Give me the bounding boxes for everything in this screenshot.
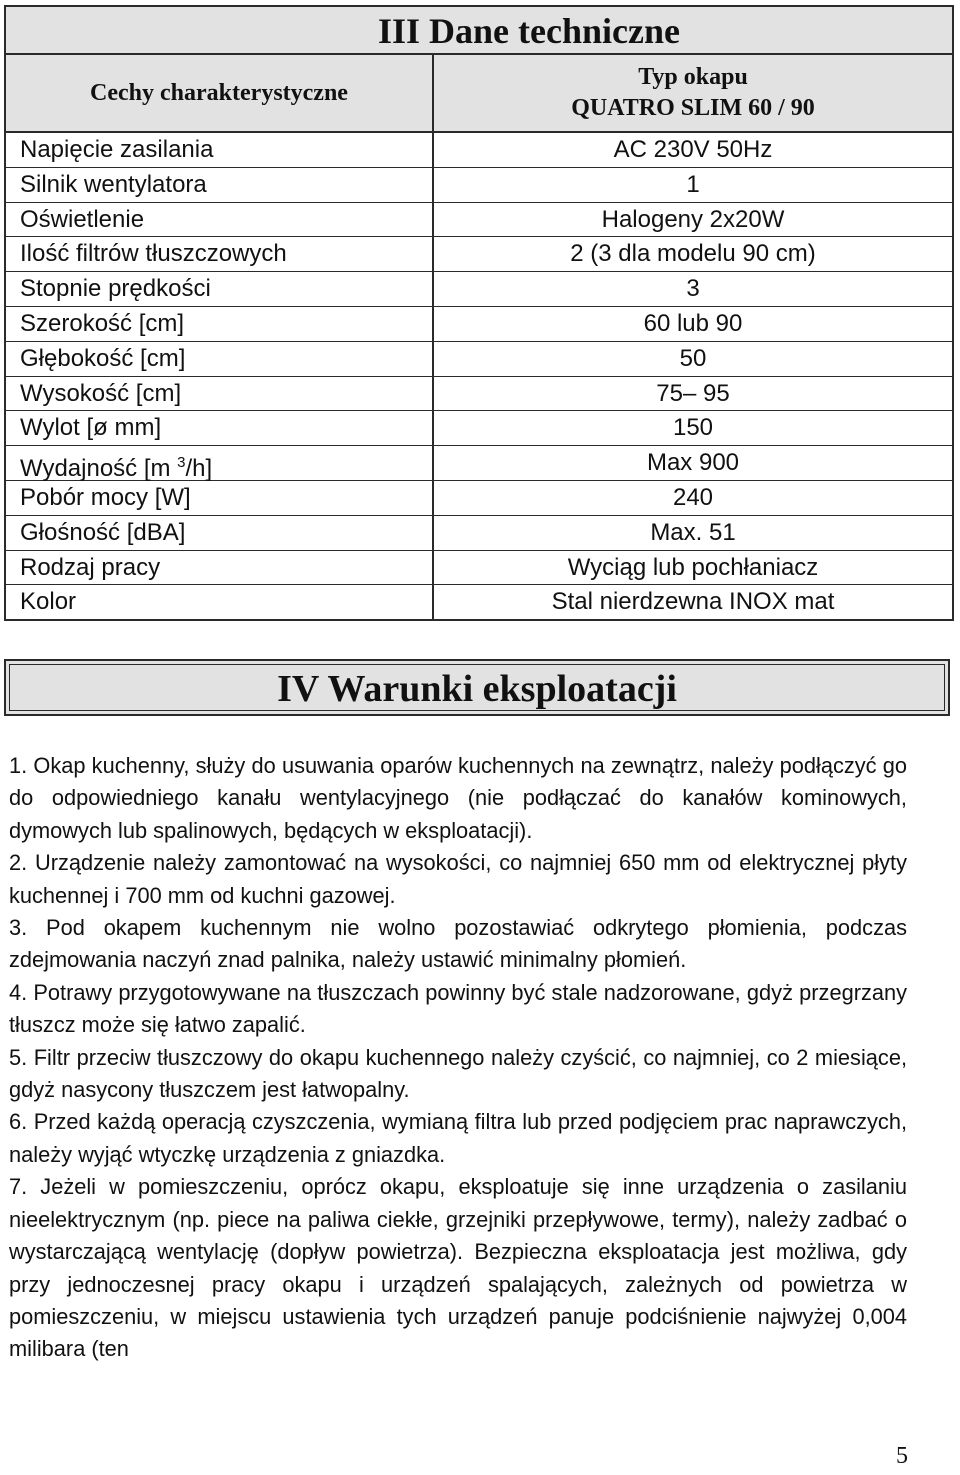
- row-label-pre: Wydajność [m: [20, 455, 178, 483]
- section-title-operating-conditions: IV Warunki eksploatacji: [9, 664, 945, 711]
- row-value: Max 900: [646, 449, 740, 477]
- row-label-superscript: 3: [177, 454, 186, 472]
- row-value: 60 lub 90: [643, 309, 743, 337]
- row-value: Stal nierdzewna INOX mat: [551, 588, 835, 616]
- row-label: Głębokość [cm]: [6, 342, 434, 376]
- row-value: 150: [672, 414, 714, 442]
- paragraph: 6. Przed każdą operacją czyszczenia, wymianą filtra lub przed podjęciem prac naprawczych, należy wyjąć wtyczkę urządzenia z gniazdka.: [9, 1109, 907, 1167]
- page-number: 5: [896, 1443, 908, 1469]
- column-header-model: [434, 55, 952, 131]
- row-value: 240: [672, 483, 714, 511]
- row-value: 2 (3 dla modelu 90 cm): [570, 240, 816, 268]
- row-label: Rodzaj pracy: [6, 551, 434, 585]
- table-row: [6, 480, 952, 515]
- section-heading-box: [4, 659, 950, 716]
- row-value: Max. 51: [650, 518, 736, 546]
- row-label: Stopnie prędkości: [6, 272, 434, 306]
- table-row: [6, 341, 952, 376]
- paragraph: 4. Potrawy przygotowywane na tłuszczach powinny być stale nadzorowane, gdyż przegrzany tłuszcz może się łatwo zapalić.: [9, 979, 907, 1038]
- table-row: [6, 376, 952, 411]
- table-row: [6, 306, 952, 341]
- row-label-post: /h]: [185, 455, 213, 483]
- row-label: Wysokość [cm]: [6, 377, 434, 411]
- column-header-model-line1: Typ okapu: [638, 64, 748, 90]
- paragraph: 7. Jeżeli w pomieszczeniu, oprócz okapu, eksploatuje się inne urządzenia o zasilaniu nieelektrycznym (np. piece na paliwa ciekłe, grzejniki przepływowe, termy), należy zadbać o wystarczającą wentylację (dopływ powietrza). Bezpieczna eksploatacja jest możliwa, gdy przy jednoczesnej pracy okapu i urządzeń spalających, zależnych od powietrza w pomieszczeniu, w miejscu ustawienia tych urządzeń panuje podciśnienie najwyżej 0,004 milibara (ten: [9, 1174, 907, 1362]
- row-label: [6, 446, 434, 483]
- row-label: Oświetlenie: [6, 203, 434, 237]
- row-label: Szerokość [cm]: [6, 307, 434, 341]
- row-value: 3: [686, 275, 700, 303]
- paragraph: 2. Urządzenie należy zamontować na wysokości, co najmniej 650 mm od elektrycznej płyty kuchennej i 700 mm od kuchni gazowej.: [9, 850, 907, 908]
- row-value: 50: [679, 344, 707, 372]
- row-label: Głośność [dBA]: [6, 516, 434, 550]
- table-row: [6, 271, 952, 306]
- table-row: [6, 202, 952, 237]
- row-value: 1: [686, 170, 700, 198]
- table-row: [6, 133, 952, 167]
- paragraph: 3. Pod okapem kuchennym nie wolno pozostawiać odkrytego płomienia, podczas zdejmowania naczyń znad palnika, należy ustawić minimalny płomień.: [9, 915, 907, 973]
- column-header-features: Cechy charakterystyczne: [6, 55, 434, 131]
- row-label: Silnik wentylatora: [6, 168, 434, 202]
- row-value: AC 230V 50Hz: [613, 136, 773, 163]
- paragraph: 5. Filtr przeciw tłuszczowy do okapu kuchennego należy czyścić, co najmniej, co 2 miesiące, gdyż nasycony tłuszczem jest łatwopalny.: [9, 1044, 907, 1103]
- table-header-row: [6, 55, 952, 133]
- column-header-model-line2: QUATRO SLIM 60 / 90: [571, 95, 815, 121]
- row-label: Ilość filtrów tłuszczowych: [6, 237, 434, 271]
- row-label: Wylot [ø mm]: [6, 411, 434, 445]
- table-row: [6, 410, 952, 445]
- row-value: Halogeny 2x20W: [601, 205, 785, 233]
- operating-conditions-text: [9, 750, 907, 1366]
- row-value: 75– 95: [656, 379, 730, 407]
- table-row: [6, 515, 952, 550]
- table-row: [6, 445, 952, 483]
- table-row: [6, 584, 952, 619]
- paragraph: 1. Okap kuchenny, służy do usuwania oparów kuchennych na zewnątrz, należy podłączyć go do odpowiedniego kanału wentylacyjnego (nie podłączać do kanałów kominowych, dymowych lub spalinowych, będących w eksploatacji).: [9, 753, 907, 843]
- section-title-technical-data: III Dane techniczne: [6, 7, 952, 55]
- row-label: Pobór mocy [W]: [6, 481, 434, 515]
- row-value: Wyciąg lub pochłaniacz: [567, 553, 819, 581]
- table-row: [6, 550, 952, 585]
- row-label: Kolor: [6, 585, 434, 619]
- row-label: Napięcie zasilania: [6, 133, 434, 167]
- table-row: [6, 236, 952, 271]
- technical-data-table: [4, 5, 954, 621]
- table-row: [6, 167, 952, 202]
